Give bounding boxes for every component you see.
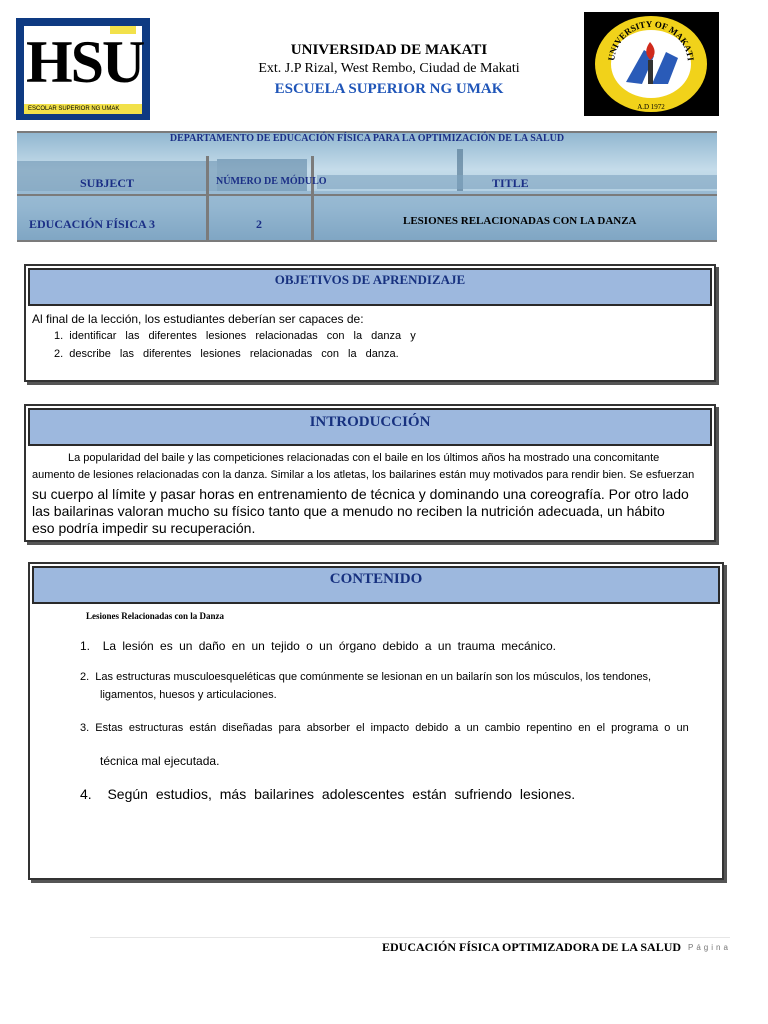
content-item-1-text: La lesión es un daño en un tejido o un órgano debido a un trauma mecánico.: [102, 639, 556, 653]
content-item-3-text: Estas estructuras están diseñadas para absorber el impacto debido a un cambio repentino en el programa o un: [95, 722, 689, 734]
intro-line-5: eso podría impedir su recuperación.: [32, 520, 256, 536]
seal-year: A.D 1972: [637, 103, 665, 111]
content-item-4: 4. Según estudios, más bailarines adolescentes están sufriendo lesiones.: [80, 786, 576, 802]
content-item-1: 1. La lesión es un daño en un tejido o un órgano debido a un trauma mecánico.: [80, 639, 556, 653]
title-value: LESIONES RELACIONADAS CON LA DANZA: [403, 215, 637, 227]
subject-value: EDUCACIÓN FÍSICA 3: [29, 217, 156, 231]
intro-line-2: aumento de lesiones relacionadas con la danza. Similar a los atletas, los bailarines están muy motivados para rendir bien. Se esfuerzan: [32, 469, 695, 481]
banner-col-divider-1: [206, 156, 209, 242]
intro-line-3: su cuerpo al límite y pasar horas en entrenamiento de técnica y dominando una coreografía. Por otro lado: [32, 486, 689, 502]
department-title: DEPARTAMENTO DE EDUCACIÓN FÍSICA PARA LA OPTIMIZACIÓN DE LA SALUD: [169, 133, 565, 144]
objectives-heading: OBJETIVOS DE APRENDIZAJE: [28, 268, 712, 306]
content-heading: CONTENIDO: [32, 566, 720, 604]
content-item-3-cont: técnica mal ejecutada.: [100, 754, 220, 768]
banner-border-bottom: [17, 240, 717, 242]
banner-col-divider-2: [311, 156, 314, 242]
content-item-3: 3. Estas estructuras están diseñadas para absorber el impacto debido a un cambio repentino en el programa o un: [80, 722, 689, 734]
hsu-logo-text: HSU: [26, 29, 144, 95]
footer-divider: [90, 937, 730, 938]
content-item-2-text: Las estructuras musculoesqueléticas que comúnmente se lesionan en un bailarín son los músculos, los tendones,: [95, 671, 652, 683]
hsu-logo: [16, 18, 150, 120]
school-name: ESCUELA SUPERIOR NG UMAK: [274, 81, 504, 97]
objectives-intro: Al final de la lección, los estudiantes deberían ser capaces de:: [32, 312, 364, 326]
objective-item-1-text: identificar las diferentes lesiones relacionadas con la danza y: [69, 330, 416, 342]
subject-label: SUBJECT: [80, 176, 135, 190]
footer-title: EDUCACIÓN FÍSICA OPTIMIZADORA DE LA SALUD: [382, 940, 682, 954]
title-label: TITLE: [492, 176, 529, 190]
hsu-logo-band: ESCOLAR SUPERIOR NG UMAK: [24, 104, 142, 114]
objective-item-1: 1. identificar las diferentes lesiones relacionadas con la danza y: [54, 330, 416, 342]
intro-line-4: las bailarinas valoran mucho su físico tanto que a menudo no reciben la nutrición adecuada, un hábito: [32, 503, 665, 519]
content-subheading: Lesiones Relacionadas con la Danza: [86, 611, 225, 621]
umak-seal-logo: [584, 12, 719, 116]
seal-text: UNIVERSITY OF MAKATI: [606, 18, 696, 62]
footer-page-label: Página: [688, 943, 731, 952]
objective-item-2: 2. describe las diferentes lesiones relacionadas con la danza.: [54, 348, 399, 360]
module-label: NÚMERO DE MÓDULO: [216, 176, 327, 187]
banner-row-divider: [17, 194, 717, 196]
content-item-2: 2. Las estructuras musculoesqueléticas que comúnmente se lesionan en un bailarín son los músculos, los tendones,: [80, 671, 652, 683]
intro-line-1: La popularidad del baile y las competiciones relacionadas con el baile en los últimos años ha mostrado una concomitante: [68, 452, 660, 464]
content-item-4-text: Según estudios, más bailarines adolescentes están sufriendo lesiones.: [107, 786, 576, 802]
module-value: 2: [256, 217, 262, 231]
objective-item-2-text: describe las diferentes lesiones relacionadas con la danza.: [69, 348, 399, 360]
introduction-heading: INTRODUCCIÓN: [28, 408, 712, 446]
university-name: UNIVERSIDAD DE MAKATI: [290, 42, 488, 58]
content-section: [28, 562, 724, 880]
university-address: Ext. J.P Rizal, West Rembo, Ciudad de Makati: [258, 61, 520, 76]
content-item-2-cont: ligamentos, huesos y articulaciones.: [100, 689, 277, 701]
